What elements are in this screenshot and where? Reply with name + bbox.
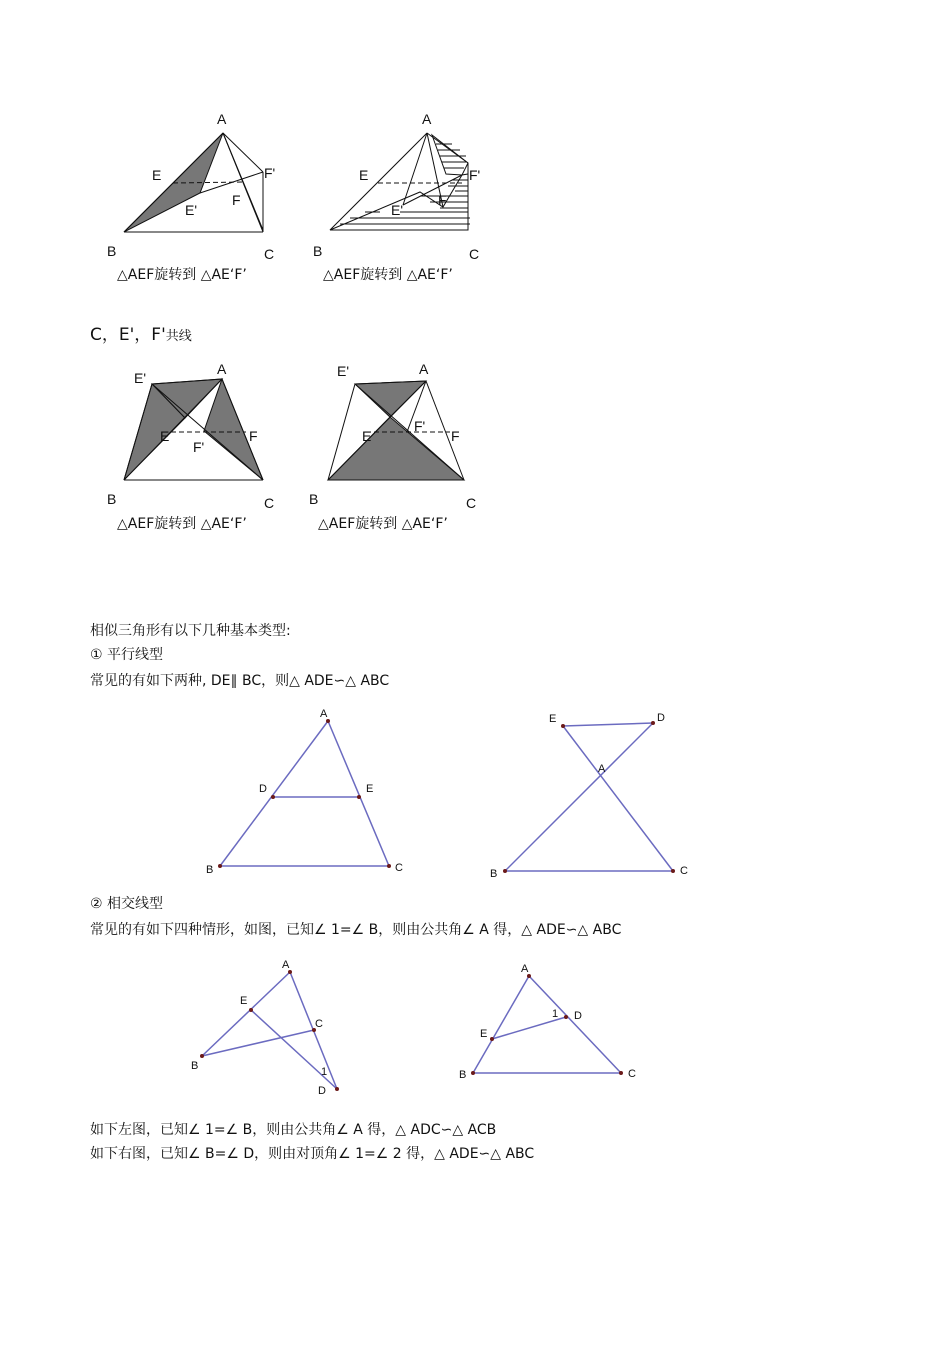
collinear-suffix: 共线 [165,329,192,344]
label-f: F [451,428,460,444]
label-a: A [422,111,432,127]
label-e: E [152,167,162,183]
label-f: F [232,192,241,208]
label-b: B [206,864,214,876]
label-f-prime: F' [469,167,481,183]
type2-description: 常见的有如下四种情形，如图，已知∠ 1=∠ B，则由公共角∠ A 得，△ ADE∽△ ABC [90,922,622,938]
side-af-prime [223,133,263,172]
similar-intro: 相似三角形有以下几种基本类型: [90,623,291,639]
label-b: B [490,868,498,880]
label-c: C [680,865,688,877]
label-b: B [459,1069,467,1081]
rotation-figure-1 [100,105,295,265]
label-c: C [264,246,275,262]
intersecting-figure-left [185,955,355,1100]
label-e-prime: E' [185,202,198,218]
rotation-caption-4: △AEF旋转到 △AE‘F’ [318,516,448,532]
label-a: A [521,963,529,975]
type1-title: ① 平行线型 [90,647,164,663]
label-c: C [628,1068,636,1080]
label-b: B [191,1060,199,1072]
label-f-prime: F' [264,165,276,181]
label-d: D [318,1085,326,1097]
type2-title: ② 相交线型 [90,896,164,912]
collinear-points: C，E'，F' [90,325,166,345]
label-one: 1 [321,1066,328,1078]
label-f: F [438,192,447,208]
label-e: E [160,428,170,444]
shaded-top-triangle [355,381,426,417]
label-e: E [480,1028,488,1040]
hatch-lines [340,144,470,224]
parallel-figure-right [480,705,700,885]
rotation-caption-1: △AEF旋转到 △AE‘F’ [117,267,247,283]
intersecting-figure-right [455,960,645,1085]
rotation-figure-4 [305,355,500,515]
rotation-figure-2 [305,105,500,265]
label-e: E [359,167,369,183]
label-e: E [240,995,248,1007]
label-d: D [259,783,267,795]
label-d: D [657,712,665,724]
type1-description: 常见的有如下两种, DE∥ BC，则△ ADE∽△ ABC [90,673,390,689]
note-left-figure: 如下左图，已知∠ 1=∠ B，则由公共角∠ A 得，△ ADC∽△ ACB [90,1122,497,1138]
label-b: B [107,243,117,259]
label-c: C [315,1018,323,1030]
label-b: B [313,243,323,259]
label-e: E [362,428,372,444]
rotation-figure-3 [100,355,295,515]
rotation-caption-2: △AEF旋转到 △AE‘F’ [323,267,453,283]
collinear-heading [90,320,192,345]
label-b: B [309,491,319,507]
label-f-prime: F' [193,439,205,455]
label-e: E [549,713,557,725]
note-right-figure: 如下右图，已知∠ B=∠ D，则由对顶角∠ 1=∠ 2 得，△ ADE∽△ ABC [90,1146,535,1162]
label-a: A [419,361,429,377]
label-a: A [320,708,328,720]
label-e-prime: E' [337,363,350,379]
label-e-prime: E' [134,370,147,386]
label-one: 1 [552,1008,559,1020]
label-c: C [264,495,275,511]
label-f-prime: F' [414,418,426,434]
label-b: B [107,491,117,507]
label-c: C [395,862,403,874]
label-f: F [249,428,258,444]
label-e-prime: E' [391,202,404,218]
rotation-caption-3: △AEF旋转到 △AE‘F’ [117,516,247,532]
label-a: A [282,959,290,971]
label-c: C [469,246,480,262]
label-c: C [466,495,477,511]
label-d: D [574,1010,582,1022]
label-e: E [366,783,374,795]
parallel-figure-left [200,700,420,885]
label-a: A [217,361,227,377]
label-a: A [217,111,227,127]
label-a: A [598,763,606,775]
